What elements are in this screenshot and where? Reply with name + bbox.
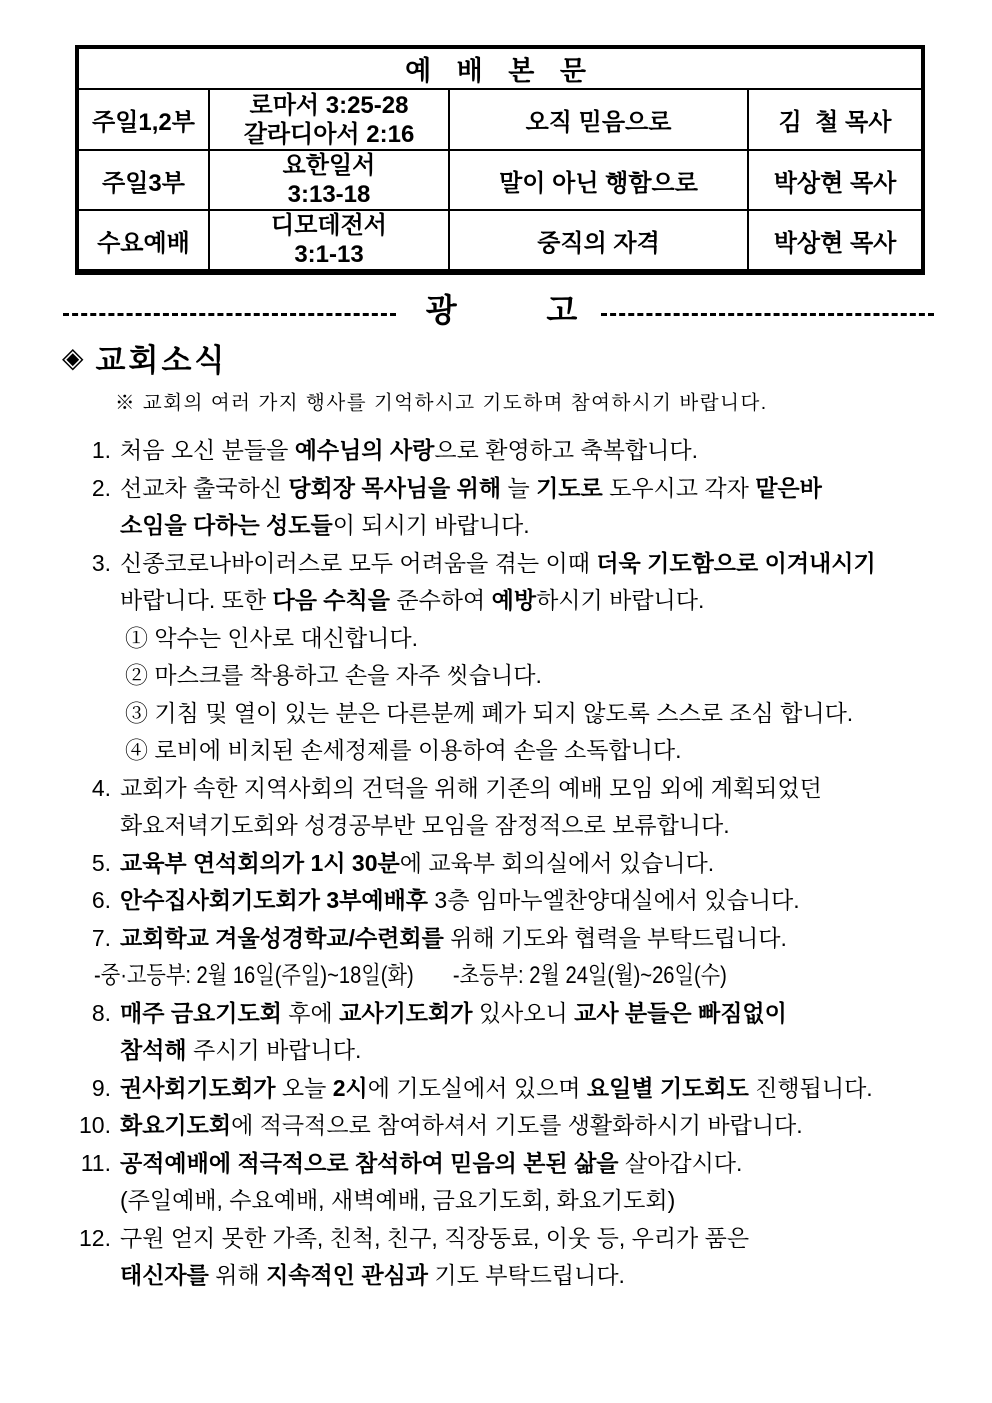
item-number: 3. bbox=[91, 549, 111, 576]
item-number: 2. bbox=[91, 474, 111, 501]
announcements-section-title: 광 고 bbox=[425, 292, 602, 328]
sermon-cell: 말이 아닌 행함으로 bbox=[449, 150, 748, 210]
church-news-note: ※ 교회의 여러 가지 행사를 기억하시고 기도하며 참여하시기 바랍니다. bbox=[115, 392, 768, 414]
scripture-cell bbox=[209, 89, 449, 150]
item-number: 10. bbox=[79, 1112, 111, 1138]
service-cell: 주일3부 bbox=[77, 150, 209, 210]
item-number: 7. bbox=[91, 924, 111, 951]
announcement-line: ③ 기침 및 열이 있는 분은 다른분께 폐가 되지 않도록 스스로 조심 합니다. bbox=[125, 699, 854, 726]
item-content bbox=[120, 432, 922, 470]
item-content bbox=[120, 470, 922, 545]
item-number: 6. bbox=[91, 887, 111, 913]
announcement-line: -중·고등부: 2월 16일(주일)~18일(화) -초등부: 2월 24일(월)~26일(수) bbox=[94, 962, 727, 989]
announcement-line: 안수집사회기도회가 3부예배후 3층 임마누엘찬양대실에서 있습니다. bbox=[120, 887, 800, 913]
announcement-list bbox=[66, 432, 922, 1295]
announcement-line: 구원 얻지 못한 가족, 친척, 친구, 직장동료, 이웃 등, 우리가 품은 bbox=[120, 1224, 750, 1251]
scripture-line: 3:13-18 bbox=[287, 181, 371, 208]
announcement-line: ④ 로비에 비치된 손세정제를 이용하여 손을 소독합니다. bbox=[125, 737, 682, 763]
table-row bbox=[77, 210, 923, 272]
diamond-bullet-icon: ◈ bbox=[62, 341, 84, 374]
announcement-item bbox=[66, 1145, 922, 1220]
item-number: 9. bbox=[91, 1074, 111, 1101]
service-cell: 수요예배 bbox=[77, 210, 209, 272]
announcement-item bbox=[66, 470, 922, 545]
scripture-line: 디모데전서 bbox=[271, 212, 387, 239]
announcement-item bbox=[66, 920, 922, 995]
announcement-line: 화요기도회에 적극적으로 참여하셔서 기도를 생활화하시기 바랍니다. bbox=[120, 1112, 803, 1138]
sermon-cell: 오직 믿음으로 bbox=[449, 89, 748, 150]
announcement-item bbox=[66, 545, 922, 770]
announcement-item bbox=[66, 845, 922, 883]
announcement-line: 공적예배에 적극적으로 참석하여 믿음의 본된 삶을 살아갑시다. bbox=[120, 1149, 743, 1176]
service-cell: 주일1,2부 bbox=[77, 89, 209, 150]
item-content bbox=[120, 1145, 922, 1220]
announcement-line: 교회학교 겨울성경학교/수련회를 위해 기도와 협력을 부탁드립니다. bbox=[120, 924, 787, 951]
church-news-title: 교회소식 bbox=[95, 343, 228, 378]
announcement-line: 선교차 출국하신 당회장 목사님을 위해 늘 기도로 도우시고 각자 맡은바 bbox=[120, 474, 822, 501]
table-header-row bbox=[77, 47, 923, 89]
announcement-line: 신종코로나바이러스로 모두 어려움을 겪는 이때 더욱 기도함으로 이겨내시기 bbox=[120, 549, 876, 576]
announcement-line: 매주 금요기도회 후에 교사기도회가 있사오니 교사 분들은 빠짐없이 bbox=[120, 999, 787, 1026]
preacher-cell: 박상현 목사 bbox=[748, 210, 923, 272]
announcement-line: 처음 오신 분들을 예수님의 사랑으로 환영하고 축복합니다. bbox=[120, 437, 698, 463]
announcement-line: 태신자를 위해 지속적인 관심과 기도 부탁드립니다. bbox=[120, 1262, 625, 1288]
announcement-line: ② 마스크를 착용하고 손을 자주 씻습니다. bbox=[125, 662, 542, 688]
announcement-line: 교육부 연석회의가 1시 30분에 교육부 회의실에서 있습니다. bbox=[120, 849, 715, 876]
item-content bbox=[120, 1220, 922, 1295]
announcement-line: 교회가 속한 지역사회의 건덕을 위해 기존의 예배 모임 외에 계획되었던 bbox=[120, 774, 822, 801]
announcement-item bbox=[66, 995, 922, 1070]
table-row bbox=[77, 150, 923, 210]
item-content bbox=[94, 920, 922, 995]
announcement-line: 권사회기도회가 오늘 2시에 기도실에서 있으며 요일별 기도회도 진행됩니다. bbox=[120, 1074, 873, 1101]
announcement-item bbox=[66, 432, 922, 470]
item-content bbox=[120, 545, 922, 770]
divider-dash-left bbox=[63, 313, 396, 316]
announcement-line: 참석해 주시기 바랍니다. bbox=[120, 1037, 362, 1063]
worship-table bbox=[75, 45, 925, 275]
announcement-line: (주일예배, 수요예배, 새벽예배, 금요기도회, 화요기도회) bbox=[120, 1187, 676, 1213]
scripture-cell bbox=[209, 210, 449, 272]
item-content bbox=[120, 995, 922, 1070]
divider-dash-right bbox=[601, 313, 934, 316]
scripture-line: 갈라디아서 2:16 bbox=[243, 120, 415, 148]
announcement-item bbox=[66, 1107, 922, 1145]
table-row bbox=[77, 89, 923, 150]
table-title: 예 배 본 문 bbox=[77, 47, 923, 89]
scripture-line: 요한일서 bbox=[282, 152, 376, 179]
item-content bbox=[120, 770, 922, 845]
preacher-cell: 박상현 목사 bbox=[748, 150, 923, 210]
item-content bbox=[120, 882, 922, 920]
scripture-cell bbox=[209, 150, 449, 210]
item-number: 1. bbox=[91, 437, 111, 463]
announcement-line: 바랍니다. 또한 다음 수칙을 준수하여 예방하시기 바랍니다. bbox=[120, 587, 705, 613]
item-content bbox=[120, 1070, 922, 1108]
item-number: 8. bbox=[91, 999, 111, 1026]
item-content bbox=[120, 845, 922, 883]
announcement-line: 소임을 다하는 성도들이 되시기 바랍니다. bbox=[120, 512, 530, 538]
scripture-line: 로마서 3:25-28 bbox=[249, 91, 409, 119]
announcement-line: 화요저녁기도회와 성경공부반 모임을 잠정적으로 보류합니다. bbox=[120, 812, 730, 838]
item-number: 4. bbox=[91, 774, 111, 801]
announcement-line: ① 악수는 인사로 대신합니다. bbox=[125, 624, 418, 651]
announcements-divider bbox=[63, 287, 934, 329]
item-content bbox=[120, 1107, 922, 1145]
item-number: 11. bbox=[80, 1149, 111, 1176]
item-number: 5. bbox=[91, 849, 111, 876]
item-number: 12. bbox=[79, 1224, 111, 1251]
announcement-item bbox=[66, 1070, 922, 1108]
sermon-cell: 중직의 자격 bbox=[449, 210, 748, 272]
announcement-item bbox=[66, 770, 922, 845]
church-news-heading bbox=[62, 335, 922, 380]
preacher-cell: 김 철 목사 bbox=[748, 89, 923, 150]
scripture-line: 3:1-13 bbox=[294, 241, 364, 268]
announcement-item bbox=[66, 882, 922, 920]
announcement-item bbox=[66, 1220, 922, 1295]
